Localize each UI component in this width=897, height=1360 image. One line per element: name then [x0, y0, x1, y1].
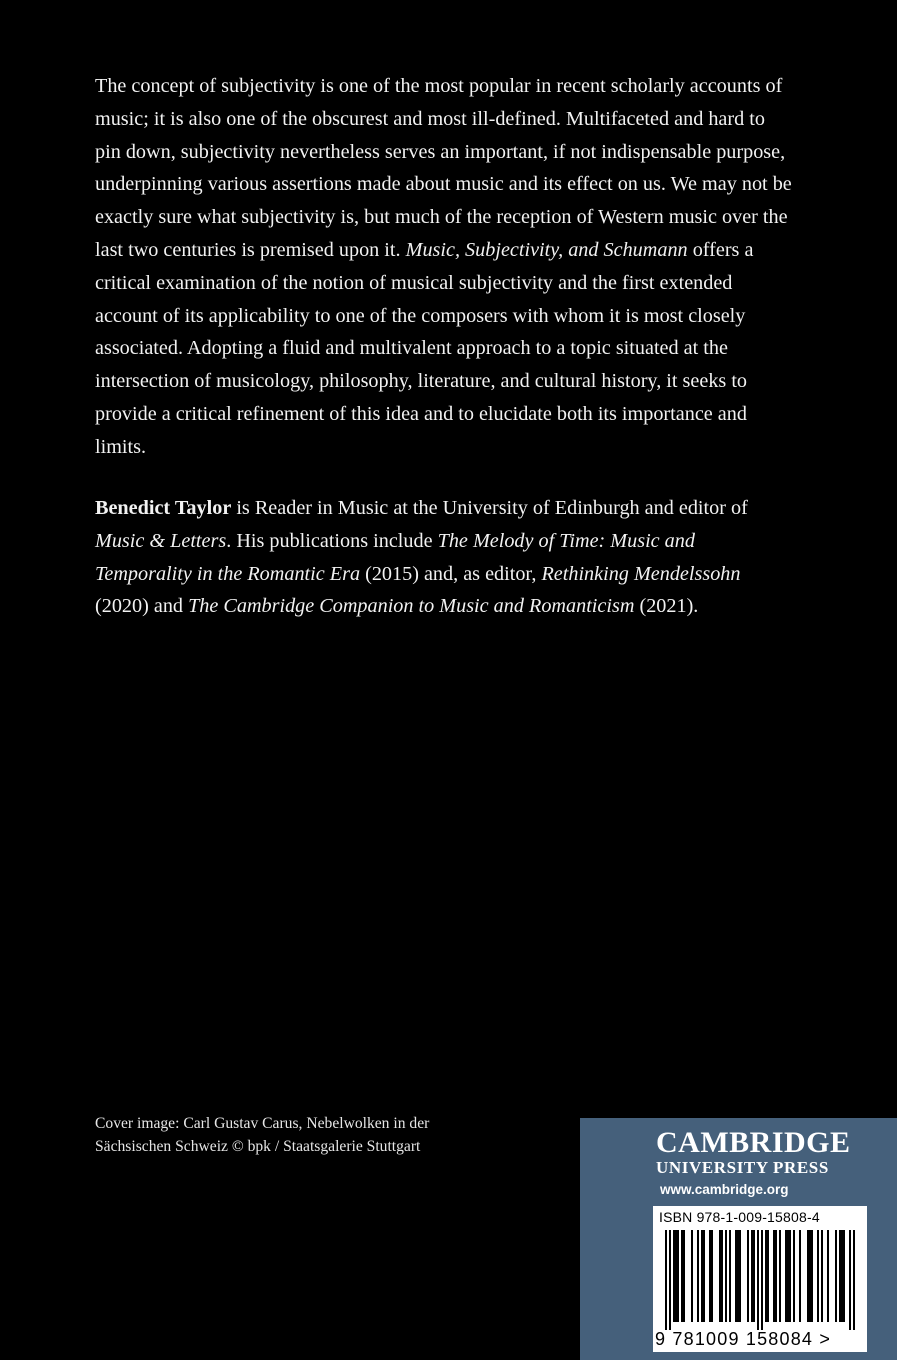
- barcode-bar: [817, 1230, 819, 1322]
- isbn-label: ISBN 978-1-009-15808-4: [659, 1209, 820, 1225]
- barcode-bar: [673, 1230, 675, 1322]
- blurb-text-2: offers a critical examination of the notion of musical subjectivity and the first extended account of its applicability to one of the composers with whom it is most closely associated. Adopting a fluid and multivalent approach to a topic situated at the intersection of musicology, philosophy, literature, and cultural history, it seeks to provide a critical refinement of this idea and to elucidate both its importance and limits.: [95, 238, 754, 458]
- barcode-bar: [719, 1230, 721, 1322]
- barcode-bar: [787, 1230, 789, 1322]
- barcode-bar: [677, 1230, 679, 1322]
- bio-text-5: (2021).: [634, 595, 699, 618]
- barcode-bar: [799, 1230, 801, 1322]
- barcode-bar: [841, 1230, 843, 1322]
- cover-image-credit: Cover image: Carl Gustav Carus, Nebelwolken in der Sächsischen Schweiz © bpk / Staatsgalerie Stuttgart: [95, 1115, 430, 1155]
- barcode-bar: [775, 1230, 777, 1322]
- author-bio: [95, 492, 795, 623]
- barcode-bar: [691, 1230, 693, 1322]
- barcode-bar: [701, 1230, 703, 1322]
- barcode-bar: [709, 1230, 711, 1322]
- bio-text-1: is Reader in Music at the University of Edinburgh and editor of: [231, 497, 748, 519]
- barcode-bar: [773, 1230, 775, 1322]
- bio-journal: Music & Letters: [95, 529, 227, 552]
- barcode-bar: [683, 1230, 685, 1322]
- barcode-bar: [747, 1230, 749, 1322]
- barcode-bar: [807, 1230, 809, 1322]
- barcode-bar: [737, 1230, 739, 1322]
- publisher-url: www.cambridge.org: [660, 1182, 789, 1197]
- barcode-bar: [669, 1230, 671, 1330]
- barcode-bar: [757, 1230, 759, 1330]
- publisher-name: CAMBRIDGE: [656, 1126, 851, 1159]
- barcode-bar: [697, 1230, 699, 1322]
- barcode-bar: [767, 1230, 769, 1322]
- barcode-bar: [821, 1230, 823, 1322]
- barcode-bar: [839, 1230, 841, 1322]
- barcode-bar: [675, 1230, 677, 1322]
- barcode-bar: [809, 1230, 811, 1322]
- barcode-bar: [765, 1230, 767, 1322]
- barcode-bar: [761, 1230, 763, 1330]
- publisher-subtitle: UNIVERSITY PRESS: [656, 1158, 829, 1177]
- barcode-icon: [659, 1230, 861, 1330]
- barcode-bar: [753, 1230, 755, 1322]
- barcode-bar: [735, 1230, 737, 1322]
- blurb-book-title: Music, Subjectivity, and Schumann: [405, 238, 688, 261]
- barcode-bar: [751, 1230, 753, 1322]
- author-name: Benedict Taylor: [95, 497, 232, 519]
- barcode-bar: [681, 1230, 683, 1322]
- barcode-bar: [703, 1230, 705, 1322]
- bio-book-2: Rethinking Mendelssohn: [541, 562, 741, 585]
- barcode-bar: [843, 1230, 845, 1322]
- barcode-bar: [853, 1230, 855, 1330]
- bio-text-4: (2020) and: [95, 595, 189, 618]
- barcode-bar: [665, 1230, 667, 1330]
- barcode-bar: [835, 1230, 837, 1322]
- blurb: [95, 70, 795, 464]
- barcode-digits: 9 781009 158084 >: [655, 1329, 832, 1349]
- barcode-bar: [793, 1230, 795, 1322]
- barcode-box: [653, 1206, 867, 1352]
- barcode-bar: [827, 1230, 829, 1322]
- publisher-panel: [580, 1118, 897, 1360]
- barcode-bar: [811, 1230, 813, 1322]
- bio-text-3: (2015) and, as editor,: [360, 562, 542, 585]
- bio-book-1: The Melody of Time: Music and Temporality in the Romantic Era: [95, 529, 695, 585]
- barcode-bar: [729, 1230, 731, 1322]
- bio-book-3: The Cambridge Companion to Music and Romanticism: [188, 595, 635, 618]
- barcode-bar: [849, 1230, 851, 1330]
- barcode-bar: [785, 1230, 787, 1322]
- blurb-text-1: The concept of subjectivity is one of the most popular in recent scholarly accounts of music; it is also one of the obscurest and most ill-defined. Multifaceted and hard to pin down, subjectivity nevertheless serves an important, if not indispensable purpose, underpinning various assertions made about music and its effect on us. We may not be exactly sure what subjectivity is, but much of the reception of Western music over the last two centuries is premised upon it.: [95, 75, 792, 261]
- barcode-bar: [725, 1230, 727, 1322]
- barcode-bar: [739, 1230, 741, 1322]
- barcode-bar: [711, 1230, 713, 1322]
- barcode-bar: [779, 1230, 781, 1322]
- bio-text-2: . His publications include: [226, 529, 438, 552]
- barcode-bar: [789, 1230, 791, 1322]
- barcode-bar: [721, 1230, 723, 1322]
